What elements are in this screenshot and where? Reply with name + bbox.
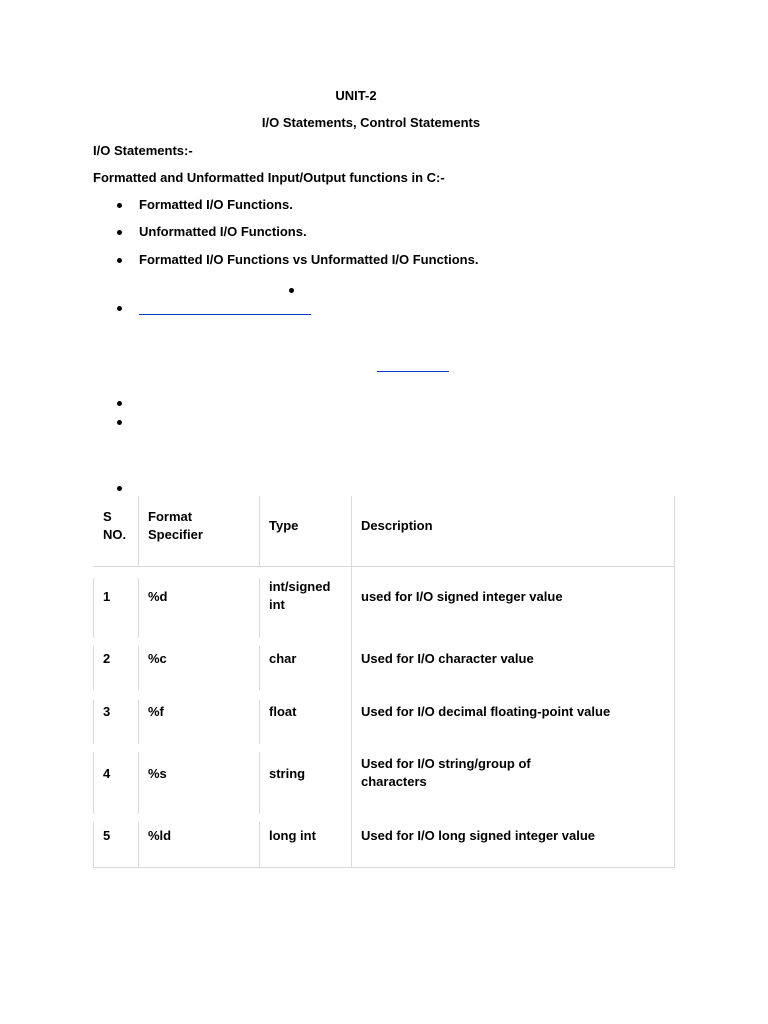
table-cell-type: int/signed int: [269, 579, 331, 612]
table-cell-sno: 1: [103, 589, 111, 604]
table-cell-type: string: [269, 766, 306, 781]
bullet-dot: [117, 258, 122, 263]
table-cell-format: %ld: [148, 828, 172, 843]
table-header-format: Format Specifier: [148, 509, 203, 542]
table-border: [93, 752, 94, 814]
empty-link[interactable]: [139, 314, 311, 315]
table-cell-sno: 2: [103, 651, 111, 666]
table-border: [93, 822, 94, 868]
bullet-item: Formatted I/O Functions vs Unformatted I/O Functions.: [139, 252, 479, 267]
format-specifier-table: [93, 496, 675, 868]
table-border: [259, 752, 260, 814]
table-border: [674, 496, 675, 868]
table-header-description: Description: [361, 518, 433, 533]
table-cell-description: used for I/O signed integer value: [361, 589, 563, 604]
table-border: [259, 496, 260, 566]
table-border: [259, 646, 260, 690]
table-border: [351, 496, 352, 566]
table-cell-description: Used for I/O string/group of characters: [361, 756, 531, 789]
unit-heading: UNIT-2: [335, 88, 377, 103]
table-border: [351, 566, 352, 868]
bullet-dot: [117, 306, 122, 311]
bullet-dot: [117, 486, 122, 491]
table-cell-sno: 5: [103, 828, 111, 843]
table-cell-type: long int: [269, 828, 316, 843]
table-border: [93, 867, 675, 868]
table-cell-description: Used for I/O character value: [361, 651, 534, 666]
bullet-dot: [117, 401, 122, 406]
bullet-dot: [117, 420, 122, 425]
table-border: [138, 822, 139, 868]
table-border: [138, 700, 139, 744]
bullet-item: Unformatted I/O Functions.: [139, 224, 307, 239]
table-border: [93, 566, 675, 567]
table-cell-type: char: [269, 651, 297, 666]
table-border: [93, 700, 94, 744]
table-border: [138, 578, 139, 638]
subsection-heading: Formatted and Unformatted Input/Output functions in C:-: [93, 170, 445, 185]
table-header-type: Type: [269, 518, 299, 533]
bullet-item: Formatted I/O Functions.: [139, 197, 293, 212]
table-cell-description: Used for I/O decimal floating-point value: [361, 704, 611, 719]
table-cell-sno: 4: [103, 766, 111, 781]
empty-link[interactable]: [377, 371, 449, 372]
table-border: [138, 496, 139, 566]
section-heading: I/O Statements:-: [93, 143, 193, 158]
table-border: [138, 752, 139, 814]
table-border: [259, 822, 260, 868]
subtitle-heading: I/O Statements, Control Statements: [261, 115, 481, 130]
table-border: [138, 646, 139, 690]
table-border: [93, 646, 94, 690]
table-cell-description: Used for I/O long signed integer value: [361, 828, 596, 843]
table-border: [259, 700, 260, 744]
bullet-dot: [289, 288, 294, 293]
bullet-dot: [117, 203, 122, 208]
table-cell-format: %d: [148, 589, 168, 604]
table-cell-type: float: [269, 704, 297, 719]
table-cell-sno: 3: [103, 704, 111, 719]
table-cell-format: %f: [148, 704, 164, 719]
table-border: [259, 578, 260, 638]
table-cell-format: %s: [148, 766, 167, 781]
table-border: [93, 578, 94, 638]
table-header-sno: S NO.: [103, 509, 127, 542]
table-cell-format: %c: [148, 651, 167, 666]
bullet-dot: [117, 230, 122, 235]
